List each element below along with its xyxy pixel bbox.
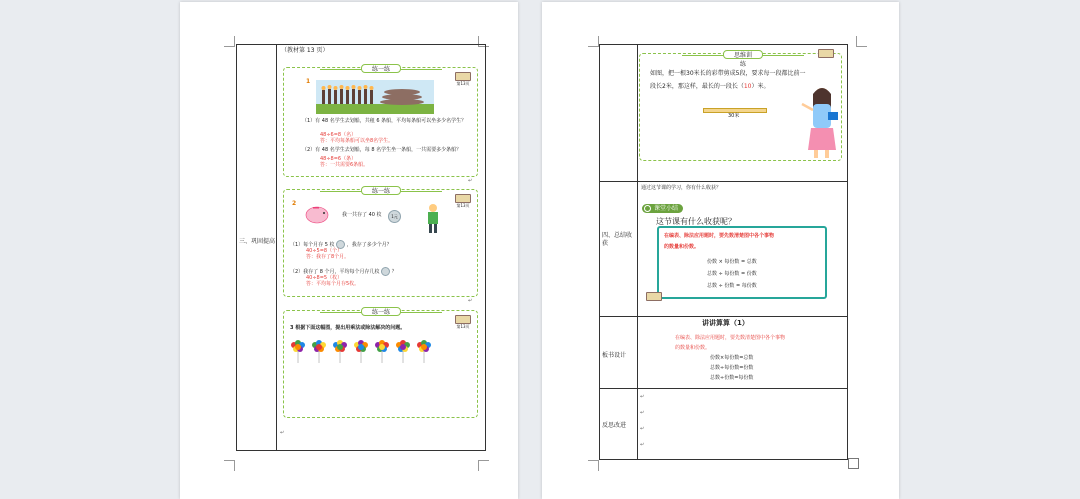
paragraph-mark: ↵	[640, 394, 645, 400]
coin-icon: 1元	[388, 210, 401, 223]
table-divider	[276, 44, 277, 451]
document-page-2	[542, 2, 899, 499]
paragraph-mark: ↵	[280, 430, 285, 436]
question-1-text: （1）每个月存 5 枚	[290, 242, 335, 248]
textbook-reference: （教材第 13 页）	[281, 47, 329, 54]
problem-number: 2	[292, 200, 297, 207]
summary-title: 这节课有什么收获呢？	[656, 217, 736, 226]
question-2-text: （2）我存了 8 个月，平均每个月存几枚	[290, 269, 380, 275]
answer-1-calc: 40÷5=8（个）	[306, 248, 343, 254]
book-badge	[646, 292, 662, 306]
summary-prompt: 通过这节课的学习，你有什么收获？	[641, 185, 722, 191]
answer-2-calc: 48÷8=6（条）	[320, 156, 357, 162]
summary-pill: 课堂小结	[642, 204, 683, 213]
problem-text: 段长2米，那这样，最长的一段长（	[650, 83, 744, 90]
balloon-group	[354, 340, 368, 363]
answer-1-calc: 48÷6=8（名）	[320, 132, 357, 138]
answer-value: 10	[743, 83, 752, 90]
panel-tag: 练一练	[361, 307, 401, 316]
thinking-training-panel	[639, 53, 842, 161]
page-badge: 第13页	[455, 72, 471, 86]
answer-1-text: 答：平均每条船可以坐8名学生。	[320, 138, 394, 144]
practice-panel-1	[283, 67, 478, 177]
board-red-line-1: 在编表、除法应用题时，要先数清楚图中各个事物	[675, 335, 786, 341]
practice-panel-3	[283, 310, 478, 418]
table-divider	[637, 44, 638, 460]
row-divider	[599, 388, 848, 389]
problem-number: 1	[306, 78, 311, 85]
page-end-marker	[848, 458, 859, 469]
board-formula-3: 总数÷份数=每份数	[710, 375, 754, 381]
row-divider	[599, 181, 848, 182]
question-1-text: （1）有 48 名学生去划船，共租 6 条船，平均每条船可以坐多少名学生？	[302, 118, 467, 124]
answer-2-calc: 40÷8=5（枚）	[306, 275, 343, 281]
board-title: 讲讲算算（1）	[702, 319, 749, 327]
book-icon	[646, 292, 662, 301]
book-badge	[818, 49, 834, 63]
speech-text: 我一共存了 40 枚	[342, 212, 382, 218]
margin-mark	[588, 460, 599, 471]
rowing-illustration	[316, 80, 434, 114]
board-formula-1: 份数×每份数=总数	[710, 355, 754, 361]
document-page-1	[180, 2, 518, 499]
summary-red-line-1: 在编表、除法应用题时，要先数清楚图中各个事物	[664, 233, 775, 239]
coin-icon	[381, 267, 390, 276]
paragraph-mark: ↵	[468, 298, 473, 304]
piggy-bank-icon	[304, 204, 330, 224]
balloon-groups-image	[290, 337, 470, 365]
balloon-group	[333, 340, 347, 363]
ribbon-length-label: 30米	[728, 113, 740, 119]
students-and-boats-image	[316, 80, 434, 114]
balloon-group	[396, 340, 410, 363]
answer-2-text: 答：一共需要6条船。	[320, 162, 369, 168]
formula-2: 总数 ÷ 每份数 = 份数	[707, 271, 757, 277]
balloon-group	[417, 340, 431, 363]
search-icon	[644, 205, 651, 212]
section-label: 三、巩固提高	[239, 238, 276, 245]
row-divider	[599, 316, 848, 317]
problem-line-1: 如图，把一根30米长的彩带剪成5段，要求每一段都比前一	[650, 70, 806, 77]
balloon-group	[312, 340, 326, 363]
margin-mark	[224, 36, 235, 47]
margin-mark	[588, 36, 599, 47]
book-icon	[455, 194, 471, 203]
board-red-line-2: 的数量和份数。	[675, 345, 711, 351]
boy-figure-icon	[422, 202, 444, 234]
summary-red-line-2: 的数量和份数。	[664, 244, 700, 250]
section-label: 四、总结收获	[602, 232, 633, 247]
paragraph-mark: ↵	[468, 178, 473, 184]
paragraph-mark: ↵	[640, 410, 645, 416]
answer-2-text: 答：平均每个月存5枚。	[306, 281, 360, 287]
panel-tag: 练一练	[361, 64, 401, 73]
margin-mark	[856, 36, 867, 47]
section-label: 反思改进	[602, 422, 627, 429]
teacher-figure-icon	[800, 84, 842, 160]
panel-tag: 练一练	[361, 186, 401, 195]
question-1-tail: ，我存了多少个月？	[346, 242, 392, 248]
balloon-group	[291, 340, 305, 363]
margin-mark	[224, 460, 235, 471]
page-badge: 第13页	[455, 194, 471, 208]
book-icon	[818, 49, 834, 58]
formula-1: 份数 × 每份数 = 总数	[707, 259, 757, 265]
practice-panel-2	[283, 189, 478, 297]
book-icon	[455, 72, 471, 81]
panel-tag: 思维训练	[723, 50, 763, 59]
margin-mark	[478, 460, 489, 471]
paragraph-mark: ↵	[640, 426, 645, 432]
book-icon	[455, 315, 471, 324]
formula-3: 总数 ÷ 份数 = 每份数	[707, 283, 757, 289]
problem-text-end: ）米。	[751, 83, 770, 90]
page-badge: 第13页	[455, 315, 471, 329]
balloon-group	[375, 340, 389, 363]
question-2-text: （2）有 48 名学生去划船，每 8 名学生坐一条船，一共需要多少条船？	[302, 147, 462, 153]
answer-1-text: 答：我存了8个月。	[306, 254, 350, 260]
question-2-tail: ？	[391, 269, 397, 275]
question-3-text: 3 根据下面这幅图，提出用乘法或除法解决的问题。	[290, 325, 406, 331]
paragraph-mark: ↵	[640, 442, 645, 448]
board-formula-2: 总数÷每份数=份数	[710, 365, 754, 371]
summary-box	[657, 226, 827, 299]
section-label: 板书设计	[602, 352, 627, 359]
